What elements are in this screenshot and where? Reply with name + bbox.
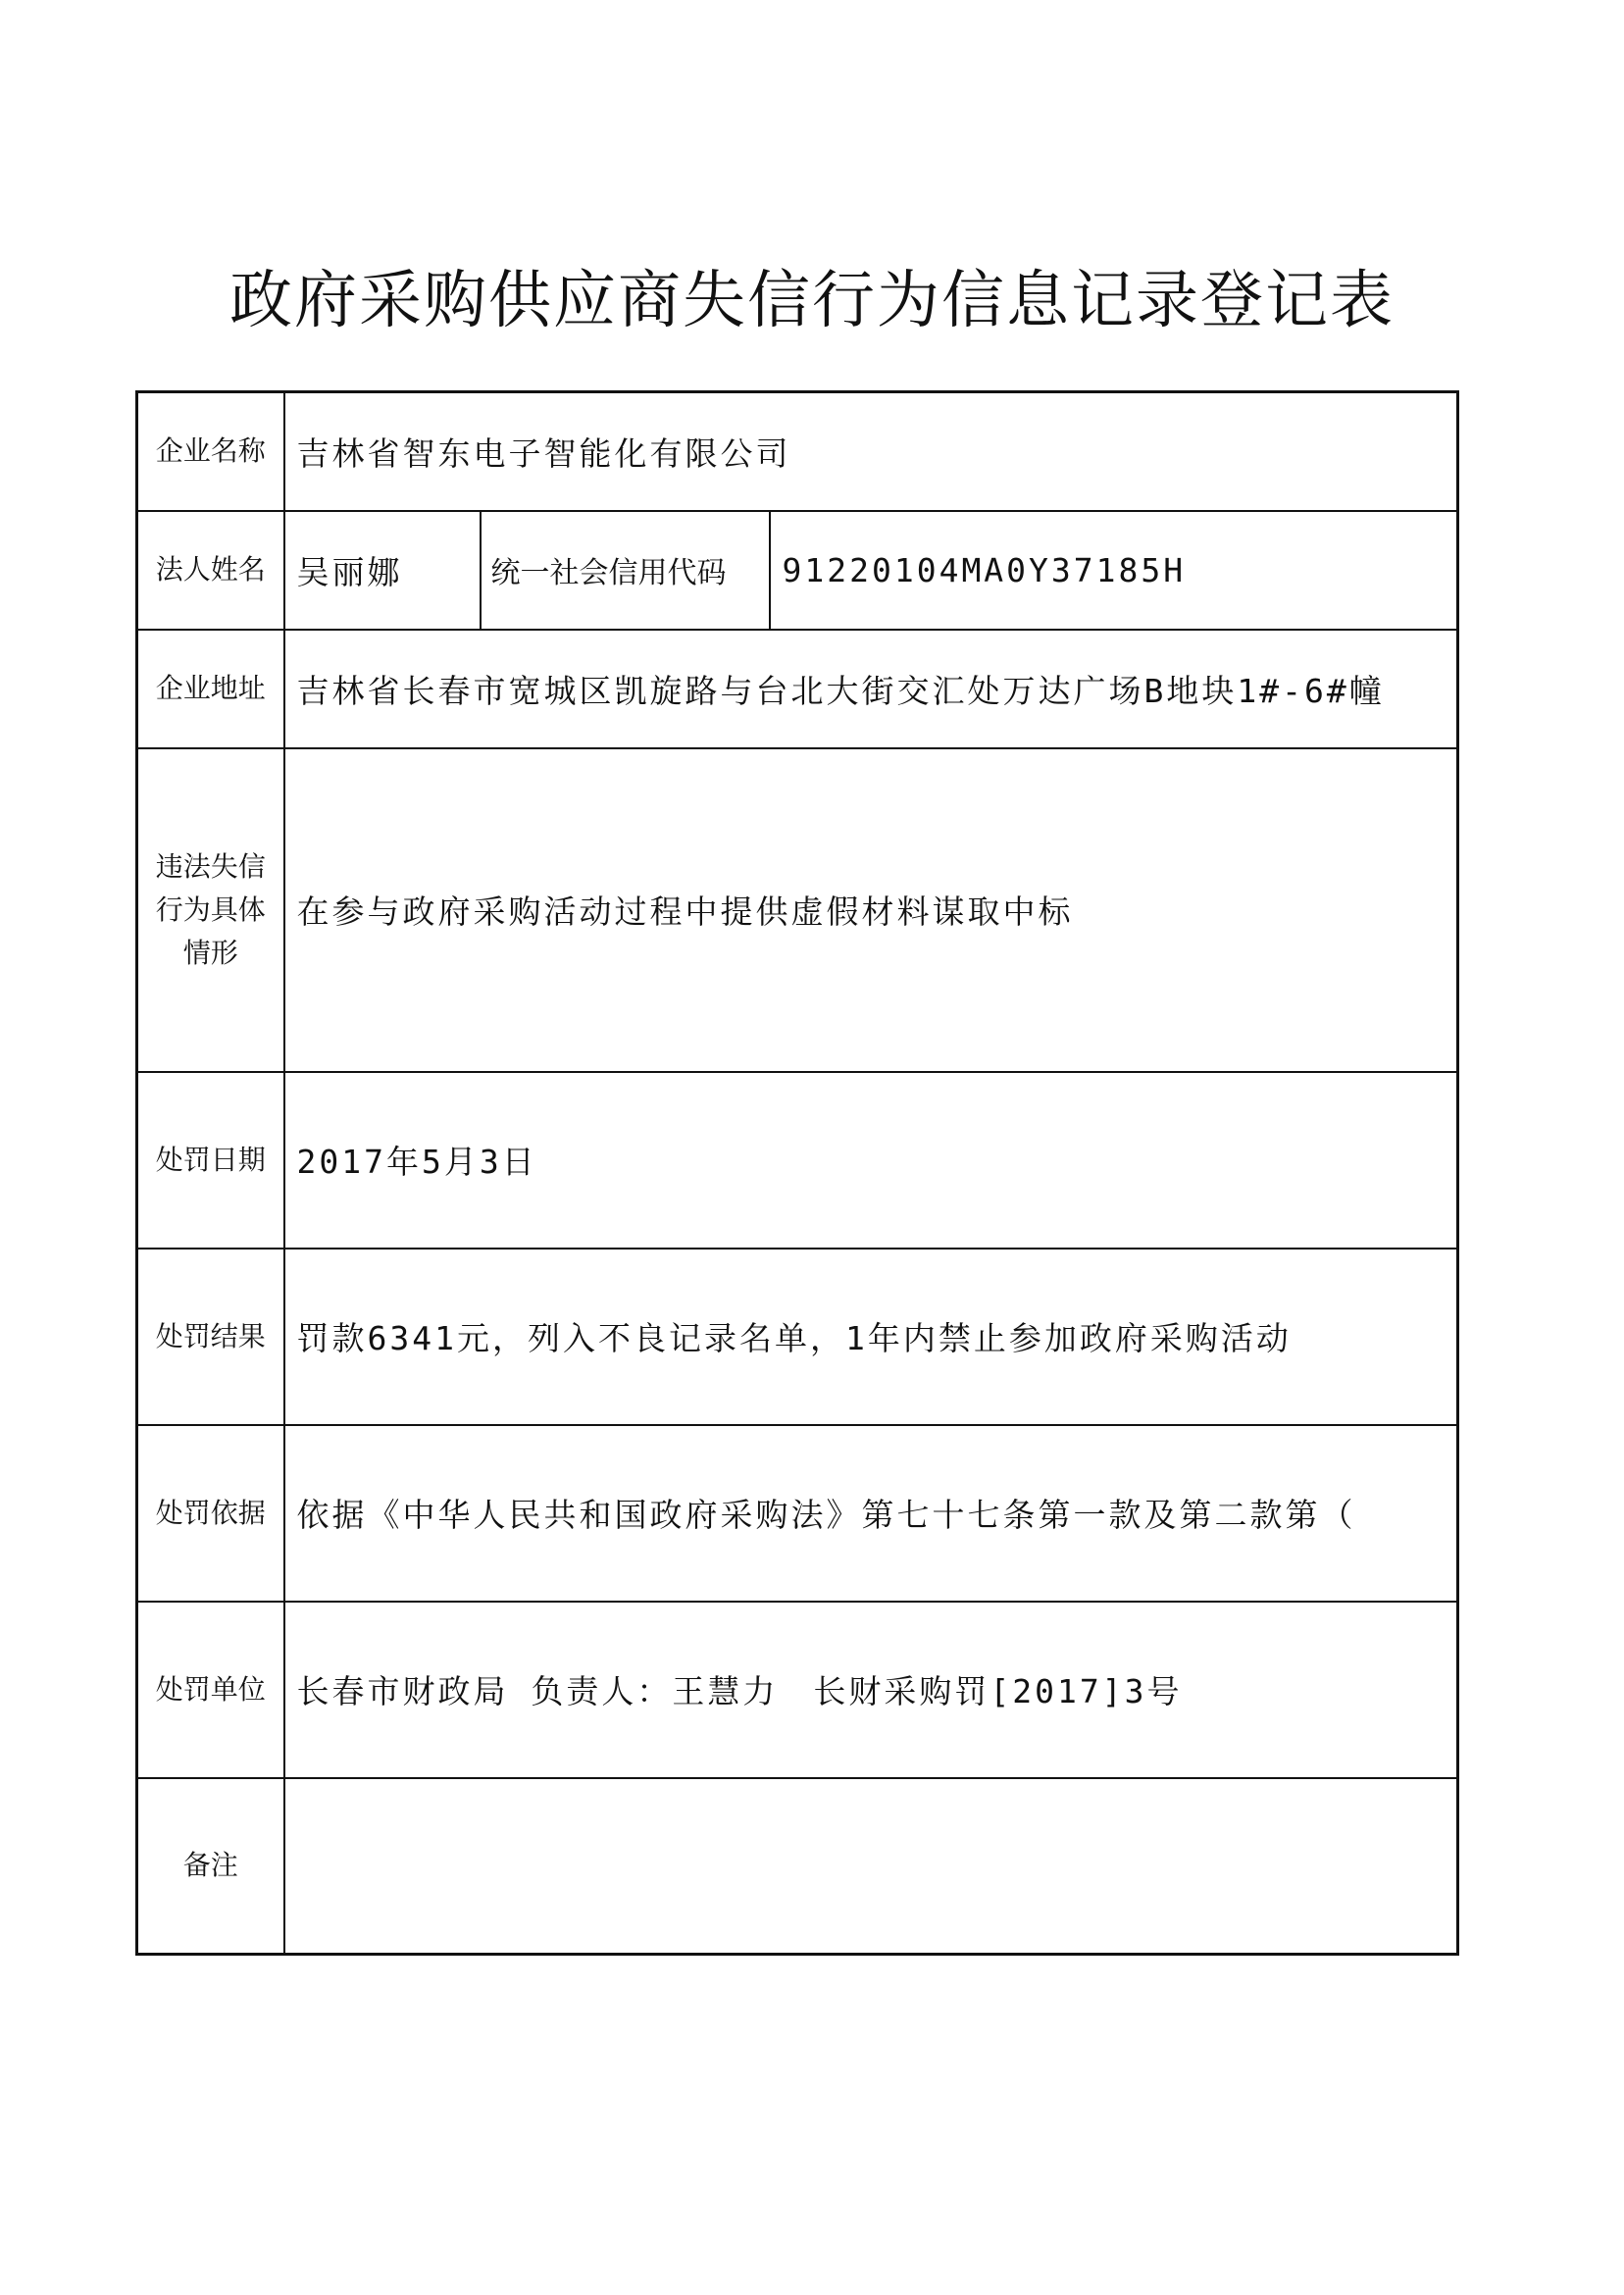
penalty-result-row [137, 1249, 1458, 1425]
penalty-unit-label: 处罚单位 [137, 1602, 284, 1778]
penalty-result-label: 处罚结果 [137, 1249, 284, 1425]
company-name-row [137, 392, 1458, 511]
legal-person-label: 法人姓名 [137, 511, 284, 630]
address-value: 吉林省长春市宽城区凯旋路与台北大街交汇处万达广场B地块1#-6#幢 [284, 630, 1458, 748]
penalty-basis-row [137, 1425, 1458, 1602]
penalty-unit-row [137, 1602, 1458, 1778]
legal-person-row [137, 511, 1458, 630]
remarks-label: 备注 [137, 1778, 284, 1955]
address-row [137, 630, 1458, 748]
address-label: 企业地址 [137, 630, 284, 748]
page-title: 政府采购供应商失信行为信息记录登记表 [229, 265, 1395, 337]
penalty-unit-value: 长春市财政局 负责人：王慧力 长财采购罚[2017]3号 [284, 1602, 1458, 1778]
company-name-value: 吉林省智东电子智能化有限公司 [284, 392, 1458, 511]
credit-code-value: 91220104MA0Y37185H [770, 511, 1458, 630]
penalty-basis-label: 处罚依据 [137, 1425, 284, 1602]
remarks-row [137, 1778, 1458, 1955]
penalty-date-label: 处罚日期 [137, 1072, 284, 1249]
violation-value: 在参与政府采购活动过程中提供虚假材料谋取中标 [284, 748, 1458, 1072]
credit-code-label: 统一社会信用代码 [481, 511, 770, 630]
penalty-basis-value: 依据《中华人民共和国政府采购法》第七十七条第一款及第二款第（ [284, 1425, 1458, 1602]
company-name-label: 企业名称 [137, 392, 284, 511]
violation-label: 违法失信行为具体情形 [137, 748, 284, 1072]
penalty-result-value: 罚款6341元，列入不良记录名单，1年内禁止参加政府采购活动 [284, 1249, 1458, 1425]
record-table [135, 390, 1459, 1956]
penalty-date-row [137, 1072, 1458, 1249]
legal-person-value: 吴丽娜 [284, 511, 481, 630]
penalty-date-value: 2017年5月3日 [284, 1072, 1458, 1249]
remarks-value [284, 1778, 1458, 1955]
violation-row [137, 748, 1458, 1072]
